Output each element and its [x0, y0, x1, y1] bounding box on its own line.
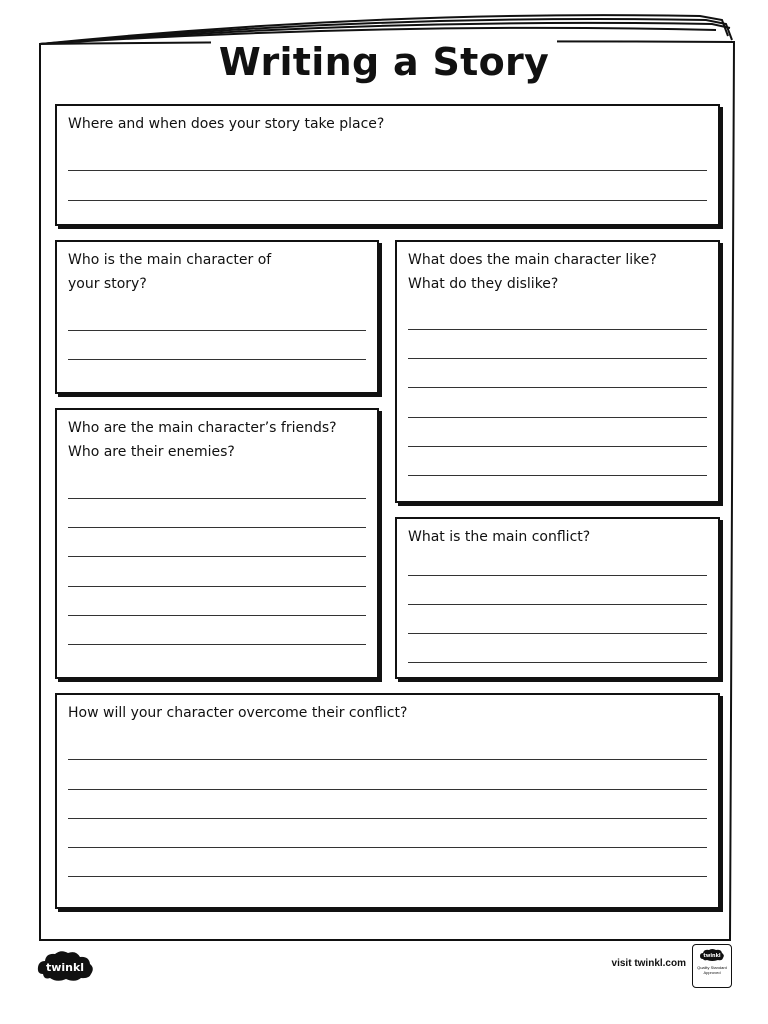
- badge-text-line-1: Quality Standard: [697, 965, 727, 970]
- overcome-prompt-line-1: How will your character overcome their conflict?: [68, 705, 408, 721]
- writing-line[interactable]: [408, 604, 707, 605]
- overcome-box: [55, 693, 720, 909]
- visit-link[interactable]: visit twinkl.com: [611, 958, 686, 969]
- twinkl-logo: [35, 948, 95, 984]
- likes-prompt-line-2: What do they dislike?: [408, 276, 559, 292]
- writing-line[interactable]: [408, 575, 707, 576]
- friends-prompt-line-2: Who are their enemies?: [68, 444, 235, 460]
- quality-badge: [692, 944, 732, 988]
- page-title-text: Writing a Story: [211, 40, 557, 84]
- writing-line[interactable]: [408, 662, 707, 663]
- writing-line[interactable]: [68, 359, 366, 360]
- writing-line[interactable]: [408, 475, 707, 476]
- writing-line[interactable]: [68, 170, 707, 171]
- badge-text-line-2: Approved: [703, 970, 721, 975]
- likes-box: [395, 240, 720, 503]
- likes-prompt-line-1: What does the main character like?: [408, 252, 657, 268]
- writing-line[interactable]: [68, 789, 707, 790]
- writing-line[interactable]: [68, 876, 707, 877]
- friends-prompt-line-1: Who are the main character’s friends?: [68, 420, 337, 436]
- setting-prompt-line-1: Where and when does your story take place?: [68, 116, 385, 132]
- writing-line[interactable]: [408, 387, 707, 388]
- conflict-prompt: [408, 525, 590, 549]
- page-title: [0, 34, 768, 90]
- writing-line[interactable]: [68, 498, 366, 499]
- writing-line[interactable]: [408, 446, 707, 447]
- writing-line[interactable]: [68, 759, 707, 760]
- writing-line[interactable]: [68, 615, 366, 616]
- writing-line[interactable]: [68, 200, 707, 201]
- conflict-prompt-line-1: What is the main conflict?: [408, 529, 591, 545]
- writing-line[interactable]: [68, 847, 707, 848]
- writing-line[interactable]: [68, 527, 366, 528]
- writing-line[interactable]: [68, 586, 366, 587]
- main-character-box: [55, 240, 379, 394]
- writing-line[interactable]: [408, 417, 707, 418]
- main-character-prompt-line-2: your story?: [68, 276, 147, 292]
- writing-line[interactable]: [408, 633, 707, 634]
- setting-prompt: [68, 112, 384, 136]
- setting-box: [55, 104, 720, 226]
- writing-line[interactable]: [408, 358, 707, 359]
- writing-line[interactable]: [68, 818, 707, 819]
- writing-line[interactable]: [68, 330, 366, 331]
- main-character-prompt-line-1: Who is the main character of: [68, 252, 272, 268]
- writing-line[interactable]: [408, 329, 707, 330]
- overcome-prompt: [68, 701, 407, 725]
- twinkl-logo-text: twinkl: [45, 961, 85, 974]
- friends-prompt: [68, 416, 337, 464]
- friends-box: [55, 408, 379, 679]
- likes-prompt: [408, 248, 657, 296]
- writing-line[interactable]: [68, 556, 366, 557]
- writing-line[interactable]: [68, 644, 366, 645]
- badge-text: [693, 965, 731, 975]
- badge-cloud-icon: [699, 948, 725, 962]
- main-character-prompt: [68, 248, 271, 296]
- badge-brand-text: twinkl: [703, 953, 721, 959]
- conflict-box: [395, 517, 720, 679]
